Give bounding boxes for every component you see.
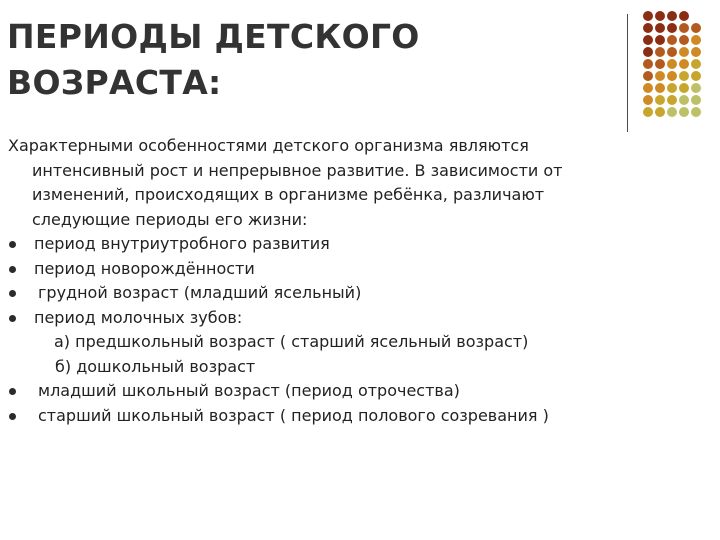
list-item <box>8 404 608 429</box>
list-item-text: грудной возраст (младший ясельный) <box>38 283 362 302</box>
decorative-dot <box>643 23 653 33</box>
list-item-text: период новорождённости <box>34 258 255 278</box>
sub-list-item: б) дошкольный возраст <box>55 356 256 376</box>
decorative-dot <box>679 95 689 105</box>
list-item-text: период молочных зубов: <box>34 307 243 327</box>
list-item <box>8 379 608 404</box>
decorative-dot <box>655 11 665 21</box>
bullet-icon <box>9 266 16 273</box>
decorative-dot <box>643 71 653 81</box>
list-item <box>8 232 608 257</box>
decorative-dot <box>643 47 653 57</box>
decorative-dot <box>691 47 701 57</box>
bullet-icon <box>9 290 16 297</box>
slide-title-line-1: ПЕРИОДЫ ДЕТСКОГО <box>7 17 420 56</box>
decorative-dot <box>655 59 665 69</box>
decorative-dot <box>643 107 653 117</box>
decorative-dot <box>691 35 701 45</box>
decorative-dot <box>655 107 665 117</box>
decorative-dot <box>667 83 677 93</box>
decorative-dot <box>679 23 689 33</box>
decorative-dot <box>643 83 653 93</box>
bullet-icon <box>9 413 16 420</box>
decorative-dot <box>667 23 677 33</box>
decorative-dot <box>691 95 701 105</box>
decorative-dot <box>667 95 677 105</box>
bullet-icon <box>9 388 16 395</box>
decorative-dot <box>667 107 677 117</box>
decorative-dot <box>655 95 665 105</box>
list-item-text: старший школьный возраст ( период полового созревания ) <box>38 405 549 425</box>
list-item <box>8 306 608 331</box>
bullet-icon <box>9 241 16 248</box>
decorative-dot <box>643 35 653 45</box>
slide-body <box>8 134 608 428</box>
list-item <box>8 257 608 282</box>
decorative-dot <box>643 11 653 21</box>
decorative-dot <box>691 71 701 81</box>
decorative-dot <box>655 47 665 57</box>
decorative-dot <box>667 59 677 69</box>
decorative-dot <box>667 71 677 81</box>
intro-paragraph: Характерными особенностями детского организма являются интенсивный рост и непрерывное развитие. В зависимости от изменений, происходящих в организме ребёнка, различают следующие периоды его жизни: <box>8 136 563 229</box>
periods-list <box>8 232 608 428</box>
decorative-dot <box>655 71 665 81</box>
decorative-dot <box>679 83 689 93</box>
decorative-dot <box>655 83 665 93</box>
decorative-dot <box>655 35 665 45</box>
decorative-dot <box>679 47 689 57</box>
decorative-dot <box>679 107 689 117</box>
decorative-dot <box>691 23 701 33</box>
decorative-dot <box>691 83 701 93</box>
decorative-dot <box>655 23 665 33</box>
decorative-dot <box>667 47 677 57</box>
decorative-dot <box>679 59 689 69</box>
decorative-dot <box>667 35 677 45</box>
decorative-dot <box>643 95 653 105</box>
slide-title-line-2: ВОЗРАСТА: <box>7 63 222 102</box>
decorative-dot <box>679 35 689 45</box>
sub-list-item: а) предшкольный возраст ( старший ясельный возраст) <box>54 332 529 351</box>
vertical-divider <box>627 14 628 132</box>
bullet-icon <box>9 315 16 322</box>
decorative-dot <box>679 11 689 21</box>
list-item <box>8 281 608 306</box>
decorative-dot <box>667 11 677 21</box>
slide-title <box>7 14 607 106</box>
decorative-dot <box>643 59 653 69</box>
decorative-dot <box>691 107 701 117</box>
decorative-dot <box>691 59 701 69</box>
list-item-text: период внутриутробного развития <box>34 234 330 253</box>
list-item-text: младший школьный возраст (период отрочества) <box>38 381 460 400</box>
decorative-dot <box>679 71 689 81</box>
decorative-dot-grid <box>640 8 720 118</box>
